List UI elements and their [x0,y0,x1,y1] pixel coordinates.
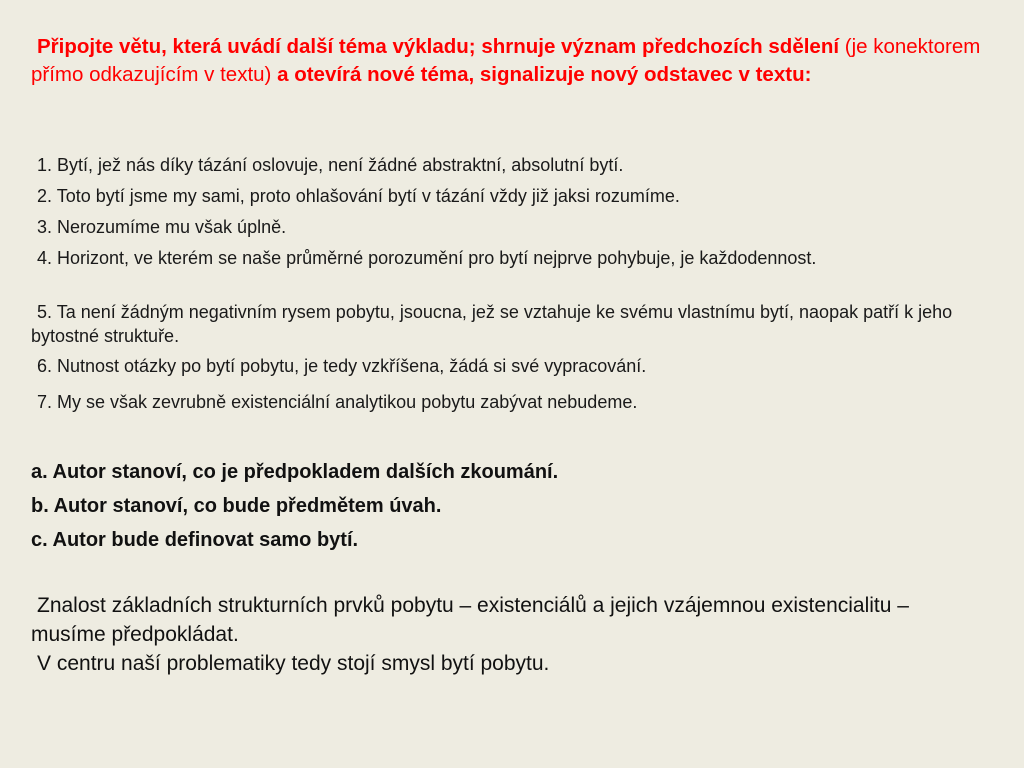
sentence-item: 7. My se však zevrubně existenciální analytikou pobytu zabývat nebudeme. [37,392,638,412]
answer-option-c[interactable]: c. Autor bude definovat samo bytí. [31,529,359,551]
conclusion-paragraph: Znalost základních strukturních prvků pobytu – existenciálů a jejich vzájemnou existencialitu – musíme předpokládat. [31,594,909,646]
conclusion-paragraph: V centru naší problematiky tedy stojí smysl bytí pobytu. [37,652,550,675]
sentence-item: 5. Ta není žádným negativním rysem pobytu, jsoucna, jež se vztahuje ke svému vlastnímu bytí, naopak patří k jeho bytostné struktuře. [31,302,953,346]
task-instruction [31,33,996,89]
sentence-item: 1. Bytí, jež nás díky tázání oslovuje, není žádné abstraktní, absolutní bytí. [37,155,624,175]
task-part-2: (je konektorem přímo odkazujícím v textu) [31,35,981,86]
answer-option-b[interactable]: b. Autor stanoví, co bude předmětem úvah. [31,495,442,517]
sentence-list [31,153,966,420]
sentence-item: 3. Nerozumíme mu však úplně. [37,217,287,237]
answer-option-a[interactable]: a. Autor stanoví, co je předpokladem dalších zkoumání. [31,461,559,483]
sentence-item: 6. Nutnost otázky po bytí pobytu, je tedy vzkříšena, žádá si své vypracování. [37,356,647,376]
sentence-item: 4. Horizont, ve kterém se naše průměrné porozumění pro bytí nejprve pohybuje, je každodennost. [37,248,817,268]
task-part-3: a otevírá nové téma, signalizuje nový odstavec v textu: [277,63,812,86]
task-part-1: Připojte větu, která uvádí další téma výkladu; shrnuje význam předchozích sdělení [37,35,840,58]
sentence-item: 2. Toto bytí jsme my sami, proto ohlašování bytí v tázání vždy již jaksi rozumíme. [37,186,680,206]
conclusion-text [31,591,971,678]
answer-options [31,455,966,557]
